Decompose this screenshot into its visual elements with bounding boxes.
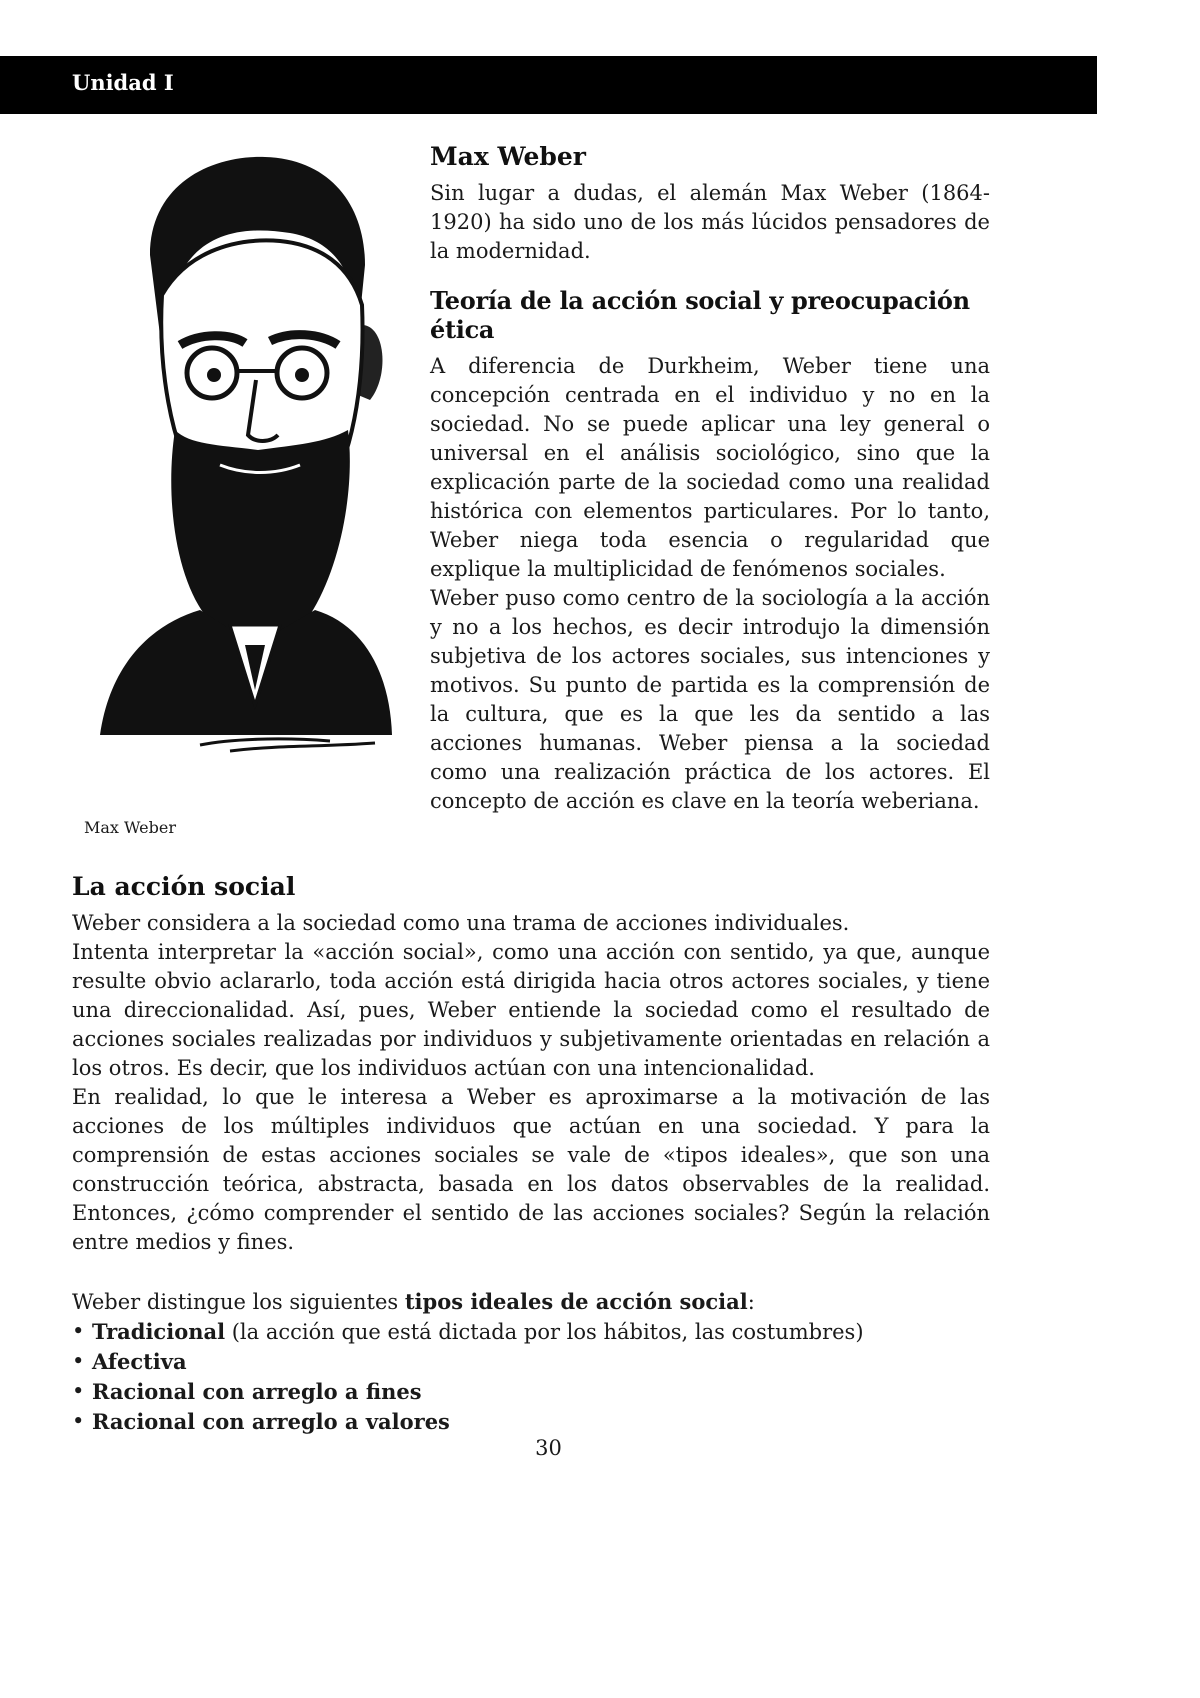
types-intro-prefix: Weber distingue los siguientes [72,1290,405,1314]
profile-column [430,142,990,816]
section-title: La acción social [72,872,296,901]
section-paragraph: En realidad, lo que le interesa a Weber es aproximarse a la motivación de las acciones de los múltiples individuos que actúan en una sociedad. Y para la comprensión de estas acciones sociales se vale de «tipos ideales», que son una construcción teórica, abstracta, basada en los datos observables de la realidad. Entonces, ¿cómo comprender el sentido de las acciones sociales? Según la relación entre medios y fines. [72,1085,990,1254]
page-number: 30 [535,1436,562,1460]
action-types-list [72,1317,990,1437]
types-intro-suffix: : [747,1290,755,1314]
profile-subhead: Teoría de la acción social y preocupación ética [430,286,970,344]
type-desc: (la acción que está dictada por los hábitos, las costumbres) [225,1320,864,1344]
bullet-icon: • [72,1319,85,1343]
type-name: Tradicional [92,1319,226,1344]
list-item [72,1317,990,1347]
type-name: Racional con arreglo a fines [92,1379,422,1404]
list-item [72,1377,990,1407]
type-name: Afectiva [92,1349,187,1374]
types-intro-bold: tipos ideales de acción social [404,1289,748,1314]
profile-paragraph: A diferencia de Durkheim, Weber tiene una concepción centrada en el individuo y no en la sociedad. No se puede aplicar una ley general o universal en el análisis sociológico, sino que la explicación parte de la sociedad como una realidad histórica con elementos particulares. Por lo tanto, Weber niega toda esencia o regularidad que explique la multiplicidad de fenómenos sociales. [430,354,990,581]
unit-label: Unidad I [72,70,174,95]
portrait-illustration [80,145,410,765]
list-item [72,1407,990,1437]
portrait-drawing [80,145,410,765]
bullet-icon: • [72,1379,85,1403]
bullet-icon: • [72,1409,85,1433]
portrait-caption: Max Weber [84,818,176,837]
bullet-icon: • [72,1349,85,1373]
profile-title: Max Weber [430,142,586,171]
section-paragraph: Weber considera a la sociedad como una trama de acciones individuales. [72,911,850,935]
types-intro [72,1287,990,1317]
type-name: Racional con arreglo a valores [92,1409,450,1434]
section-paragraph: Intenta interpretar la «acción social», como una acción con sentido, ya que, aunque resulte obvio aclararlo, toda acción está dirigida hacia otros actores sociales, y tiene una direccionalidad. Así, pues, Weber entiende la sociedad como el resultado de acciones sociales realizadas por individuos y subjetivamente orientadas en relación a los otros. Es decir, que los individuos actúan con una intencionalidad. [72,940,990,1080]
profile-paragraph: Weber puso como centro de la sociología a la acción y no a los hechos, es decir introdujo la dimensión subjetiva de los actores sociales, sus intenciones y motivos. Su punto de partida es la comprensión de la cultura, que es la que les da sentido a las acciones humanas. Weber piensa a la sociedad como una realización práctica de los actores. El concepto de acción es clave en la teoría weberiana. [430,586,990,813]
profile-intro: Sin lugar a dudas, el alemán Max Weber (1864-1920) ha sido uno de los más lúcidos pensadores de la modernidad. [430,181,990,263]
unit-header-bar [0,56,1097,114]
social-action-section [72,872,990,1437]
list-item [72,1347,990,1377]
